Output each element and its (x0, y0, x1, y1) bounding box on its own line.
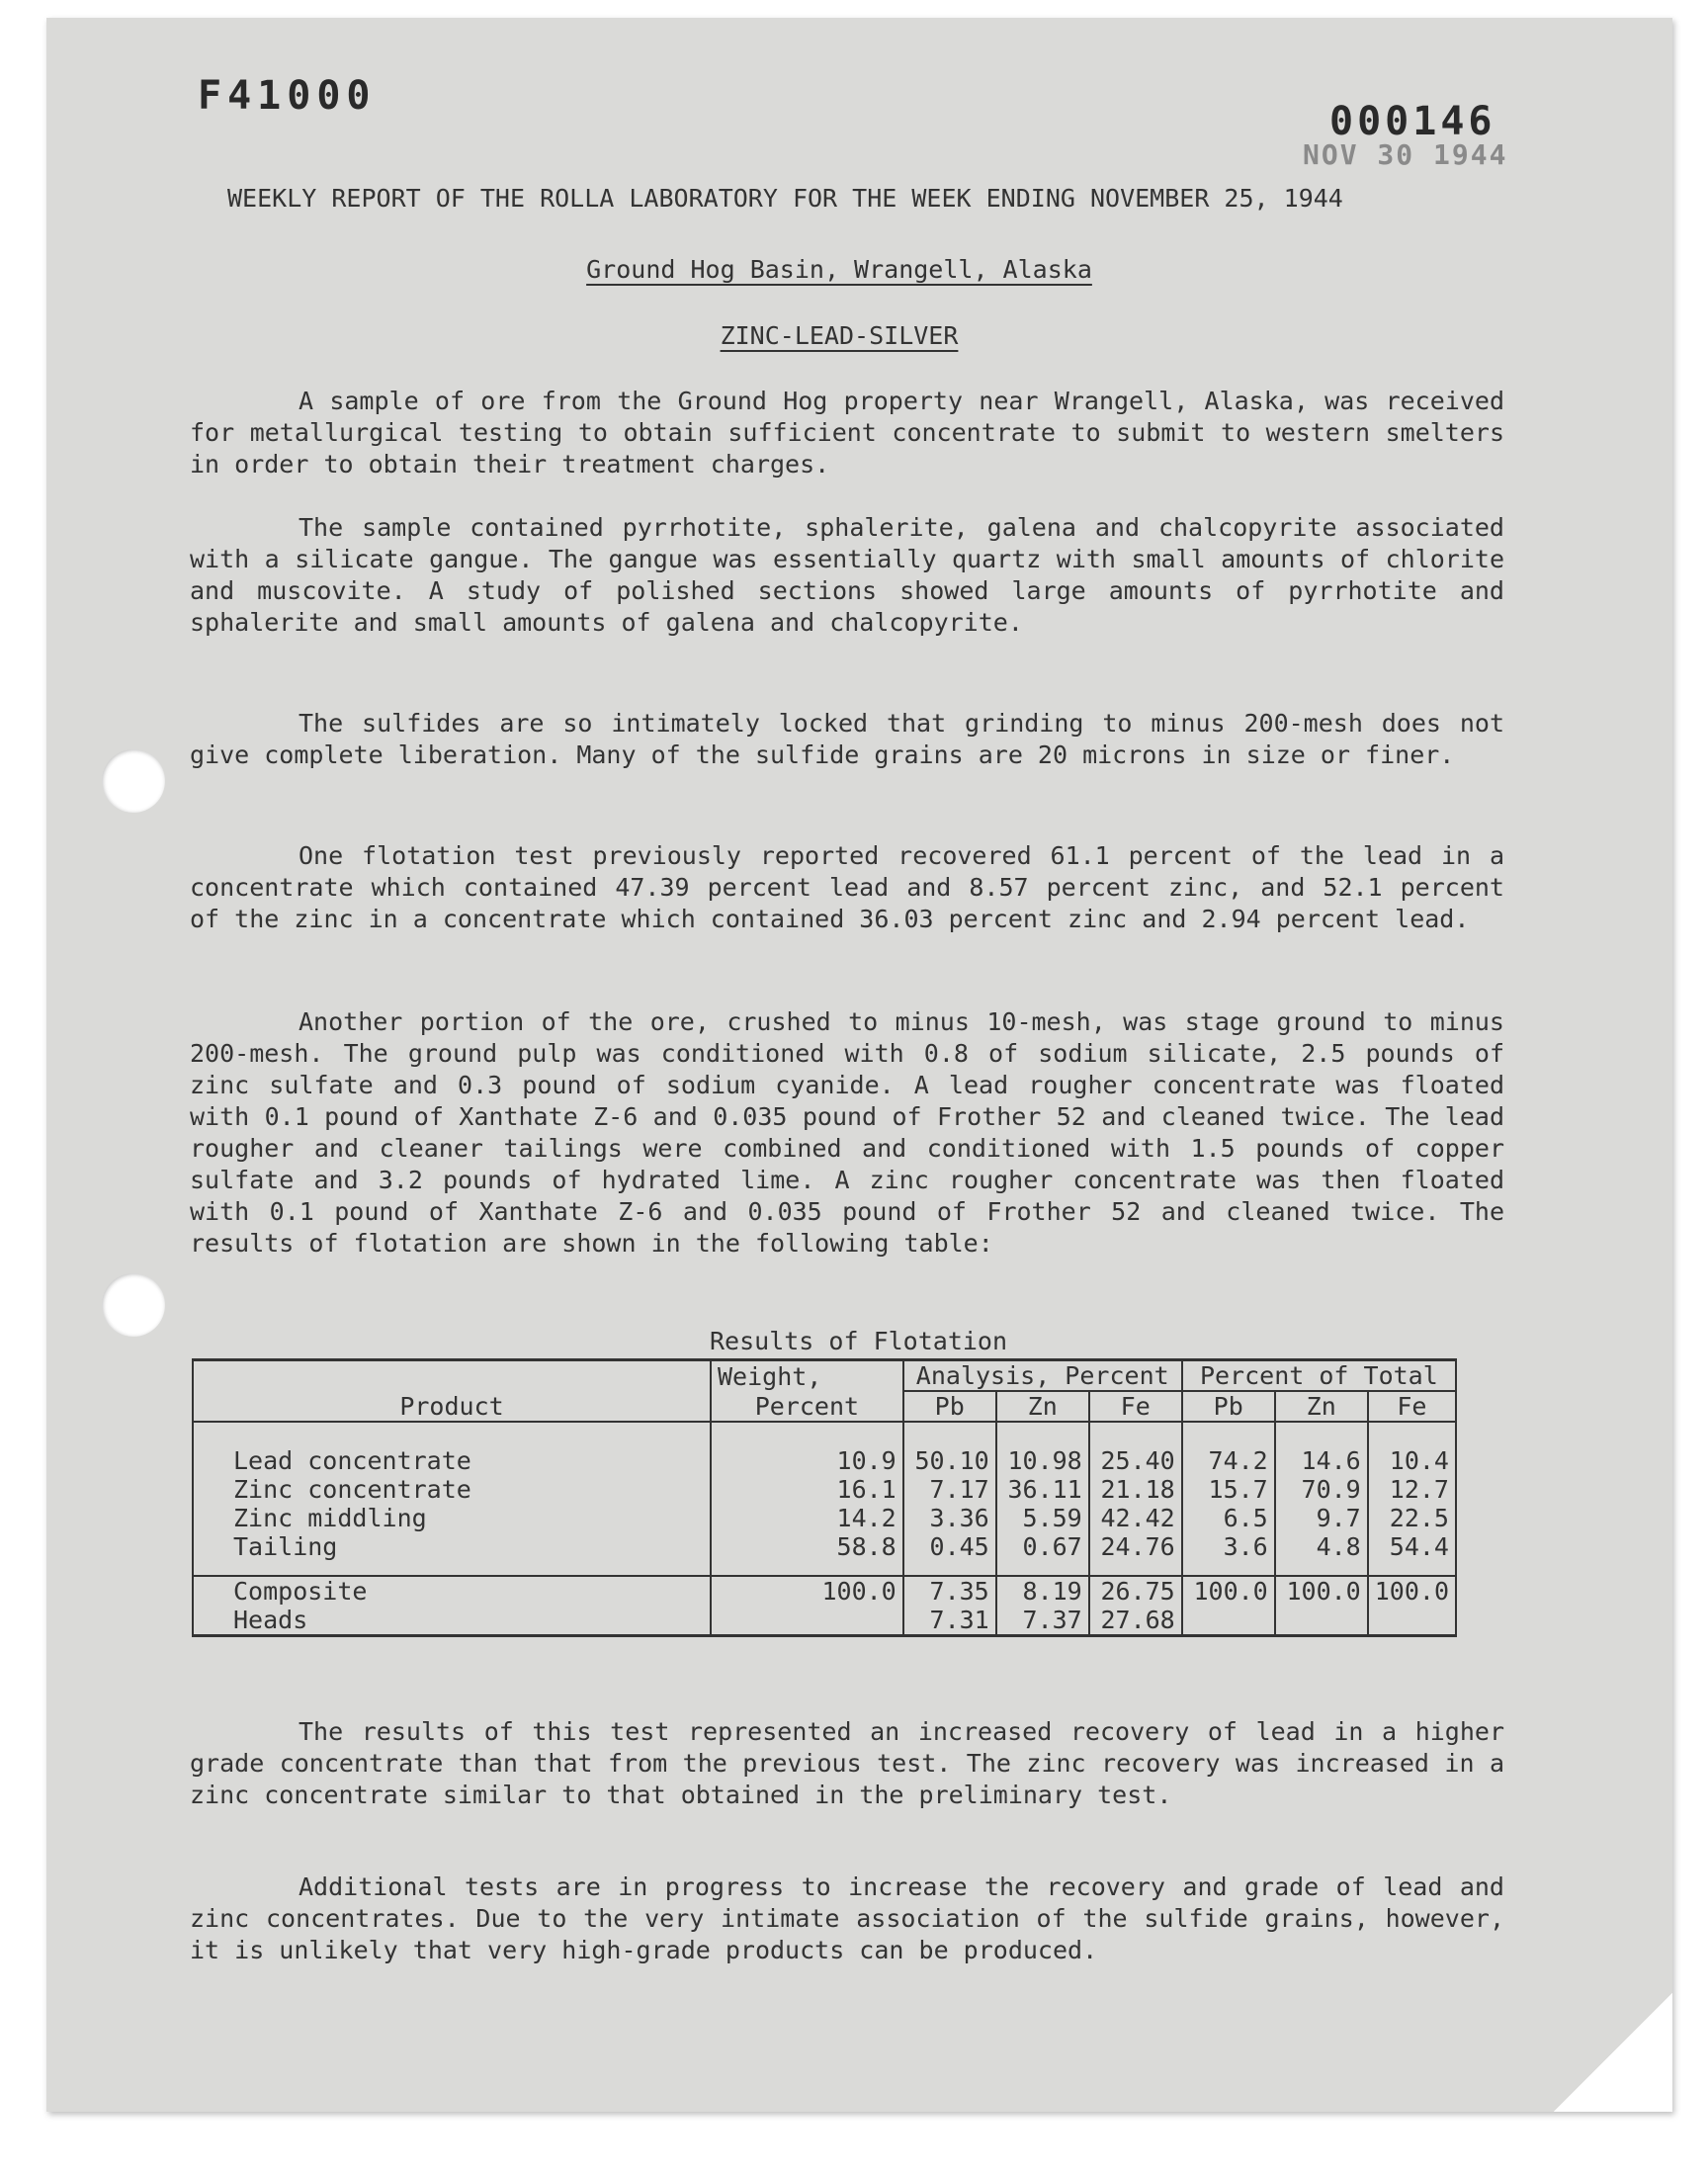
cell-analysis-fe: 24.76 (1089, 1532, 1182, 1561)
subject-text: ZINC-LEAD-SILVER (720, 321, 959, 350)
cell-analysis-fe: 42.42 (1089, 1504, 1182, 1532)
header-analysis-pb: Pb (903, 1391, 996, 1422)
header-total-pb: Pb (1182, 1391, 1275, 1422)
table-row (193, 1504, 1456, 1532)
cell-total-zn (1275, 1606, 1368, 1636)
cell-weight: 58.8 (711, 1532, 903, 1561)
cell-total-pb: 15.7 (1182, 1475, 1275, 1504)
file-number-stamp: F41000 (198, 73, 377, 119)
composite-row (193, 1576, 1456, 1606)
header-blank (193, 1360, 711, 1392)
flotation-results-table (192, 1358, 1457, 1637)
cell-analysis-fe: 27.68 (1089, 1606, 1182, 1636)
cell-product: Zinc middling (193, 1504, 711, 1532)
cell-total-pb: 6.5 (1182, 1504, 1275, 1532)
cell-total-fe: 22.5 (1368, 1504, 1456, 1532)
cell-total-fe: 12.7 (1368, 1475, 1456, 1504)
paragraph-text: The results of this test represented an increased recovery of lead in a higher grade concentrate than that from the previous test. The zinc recovery was increased in a zinc concentrate similar to that obtained in the preliminary test. (190, 1717, 1504, 1809)
cell-total-pb: 74.2 (1182, 1446, 1275, 1475)
cell-total-fe: 100.0 (1368, 1576, 1456, 1606)
cell-total-fe: 54.4 (1368, 1532, 1456, 1561)
cell-total-zn: 100.0 (1275, 1576, 1368, 1606)
page-number-stamp: 000146 (1329, 99, 1496, 144)
location-heading (0, 255, 1678, 284)
cell-analysis-fe: 26.75 (1089, 1576, 1182, 1606)
paragraph-text: The sample contained pyrrhotite, sphalerite, galena and chalcopyrite associated with a silicate gangue. The gangue was essentially quartz with small amounts of chlorite and muscovite. A study of polished sections showed large amounts of pyrrhotite and sphalerite and small amounts of galena and chalcopyrite. (190, 513, 1504, 637)
cell-analysis-pb: 7.17 (903, 1475, 996, 1504)
header-analysis: Analysis, Percent (903, 1360, 1182, 1392)
location-text: Ground Hog Basin, Wrangell, Alaska (586, 255, 1092, 284)
cell-analysis-zn: 5.59 (996, 1504, 1089, 1532)
cell-product: Composite (193, 1576, 711, 1606)
table-spacer-row (193, 1561, 1456, 1576)
paragraph-text: One flotation test previously reported recovered 61.1 percent of the lead in a concentrate which contained 47.39 percent lead and 8.57 percent zinc, and 52.1 percent of the zinc in a concentrate which contained 36.03 percent zinc and 2.94 percent lead. (190, 841, 1504, 933)
table-spacer-row (193, 1422, 1456, 1446)
cell-total-pb (1182, 1606, 1275, 1636)
header-analysis-fe: Fe (1089, 1391, 1182, 1422)
paragraph-2 (190, 512, 1504, 639)
cell-total-fe: 10.4 (1368, 1446, 1456, 1475)
cell-total-zn: 14.6 (1275, 1446, 1368, 1475)
punch-hole (102, 1273, 165, 1337)
report-title: WEEKLY REPORT OF THE ROLLA LABORATORY FOR THE WEEK ENDING NOVEMBER 25, 1944 (227, 184, 1343, 213)
table-caption: Results of Flotation (710, 1327, 1008, 1355)
table-row (193, 1446, 1456, 1475)
cell-total-zn: 70.9 (1275, 1475, 1368, 1504)
paragraph-text: The sulfides are so intimately locked that grinding to minus 200-mesh does not give complete liberation. Many of the sulfide grains are 20 microns in size or finer. (190, 709, 1504, 769)
table-subheader-row (193, 1391, 1456, 1422)
cell-weight: 100.0 (711, 1576, 903, 1606)
header-analysis-zn: Zn (996, 1391, 1089, 1422)
paragraph-text: Additional tests are in progress to increase the recovery and grade of lead and zinc concentrates. Due to the very intimate association of the sulfide grains, however, it is unlikely that very high-grade products can be produced. (190, 1872, 1504, 1964)
cell-analysis-zn: 8.19 (996, 1576, 1089, 1606)
cell-total-pb: 3.6 (1182, 1532, 1275, 1561)
cell-weight (711, 1606, 903, 1636)
cell-analysis-pb: 7.35 (903, 1576, 996, 1606)
cell-product: Zinc concentrate (193, 1475, 711, 1504)
cell-analysis-pb: 0.45 (903, 1532, 996, 1561)
table-header-row (193, 1360, 1456, 1392)
paragraph-7 (190, 1871, 1504, 1966)
cell-total-pb: 100.0 (1182, 1576, 1275, 1606)
table-row (193, 1532, 1456, 1561)
cell-analysis-zn: 36.11 (996, 1475, 1089, 1504)
header-product: Product (193, 1391, 711, 1422)
cell-analysis-fe: 25.40 (1089, 1446, 1182, 1475)
header-total-zn: Zn (1275, 1391, 1368, 1422)
heads-row (193, 1606, 1456, 1636)
cell-analysis-zn: 7.37 (996, 1606, 1089, 1636)
header-weight-unit: Percent (711, 1391, 903, 1422)
cell-total-zn: 9.7 (1275, 1504, 1368, 1532)
cell-analysis-pb: 3.36 (903, 1504, 996, 1532)
cell-analysis-pb: 7.31 (903, 1606, 996, 1636)
header-total-fe: Fe (1368, 1391, 1456, 1422)
header-weight: Weight, (711, 1360, 903, 1392)
cell-weight: 16.1 (711, 1475, 903, 1504)
subject-heading (0, 321, 1678, 350)
paragraph-1 (190, 386, 1504, 480)
cell-total-fe (1368, 1606, 1456, 1636)
cell-product: Tailing (193, 1532, 711, 1561)
header-total: Percent of Total (1182, 1360, 1456, 1392)
table-row (193, 1475, 1456, 1504)
cell-product: Lead concentrate (193, 1446, 711, 1475)
cell-analysis-fe: 21.18 (1089, 1475, 1182, 1504)
cell-weight: 14.2 (711, 1504, 903, 1532)
punch-hole (102, 749, 165, 813)
paragraph-3 (190, 708, 1504, 771)
paragraph-text: A sample of ore from the Ground Hog property near Wrangell, Alaska, was received for metallurgical testing to obtain sufficient concentrate to submit to western smelters in order to obtain their treatment charges. (190, 387, 1504, 478)
cell-total-zn: 4.8 (1275, 1532, 1368, 1561)
received-date-stamp: NOV 30 1944 (1303, 138, 1508, 171)
cell-analysis-zn: 10.98 (996, 1446, 1089, 1475)
paragraph-5 (190, 1006, 1504, 1260)
cell-weight: 10.9 (711, 1446, 903, 1475)
cell-product: Heads (193, 1606, 711, 1636)
cell-analysis-zn: 0.67 (996, 1532, 1089, 1561)
paragraph-4 (190, 840, 1504, 935)
cell-analysis-pb: 50.10 (903, 1446, 996, 1475)
paragraph-text: Another portion of the ore, crushed to minus 10-mesh, was stage ground to minus 200-mesh. The ground pulp was conditioned with 0.8 of sodium silicate, 2.5 pounds of zinc sulfate and 0.3 pound of sodium cyanide. A lead rougher concentrate was floated with 0.1 pound of Xanthate Z-6 and 0.035 pound of Frother 52 and cleaned twice. The lead rougher and cleaner tailings were combined and conditioned with 1.5 pounds of copper sulfate and 3.2 pounds of hydrated lime. A zinc rougher concentrate was then floated with 0.1 pound of Xanthate Z-6 and 0.035 pound of Frother 52 and cleaned twice. The results of flotation are shown in the following table: (190, 1007, 1504, 1258)
paragraph-6 (190, 1716, 1504, 1811)
